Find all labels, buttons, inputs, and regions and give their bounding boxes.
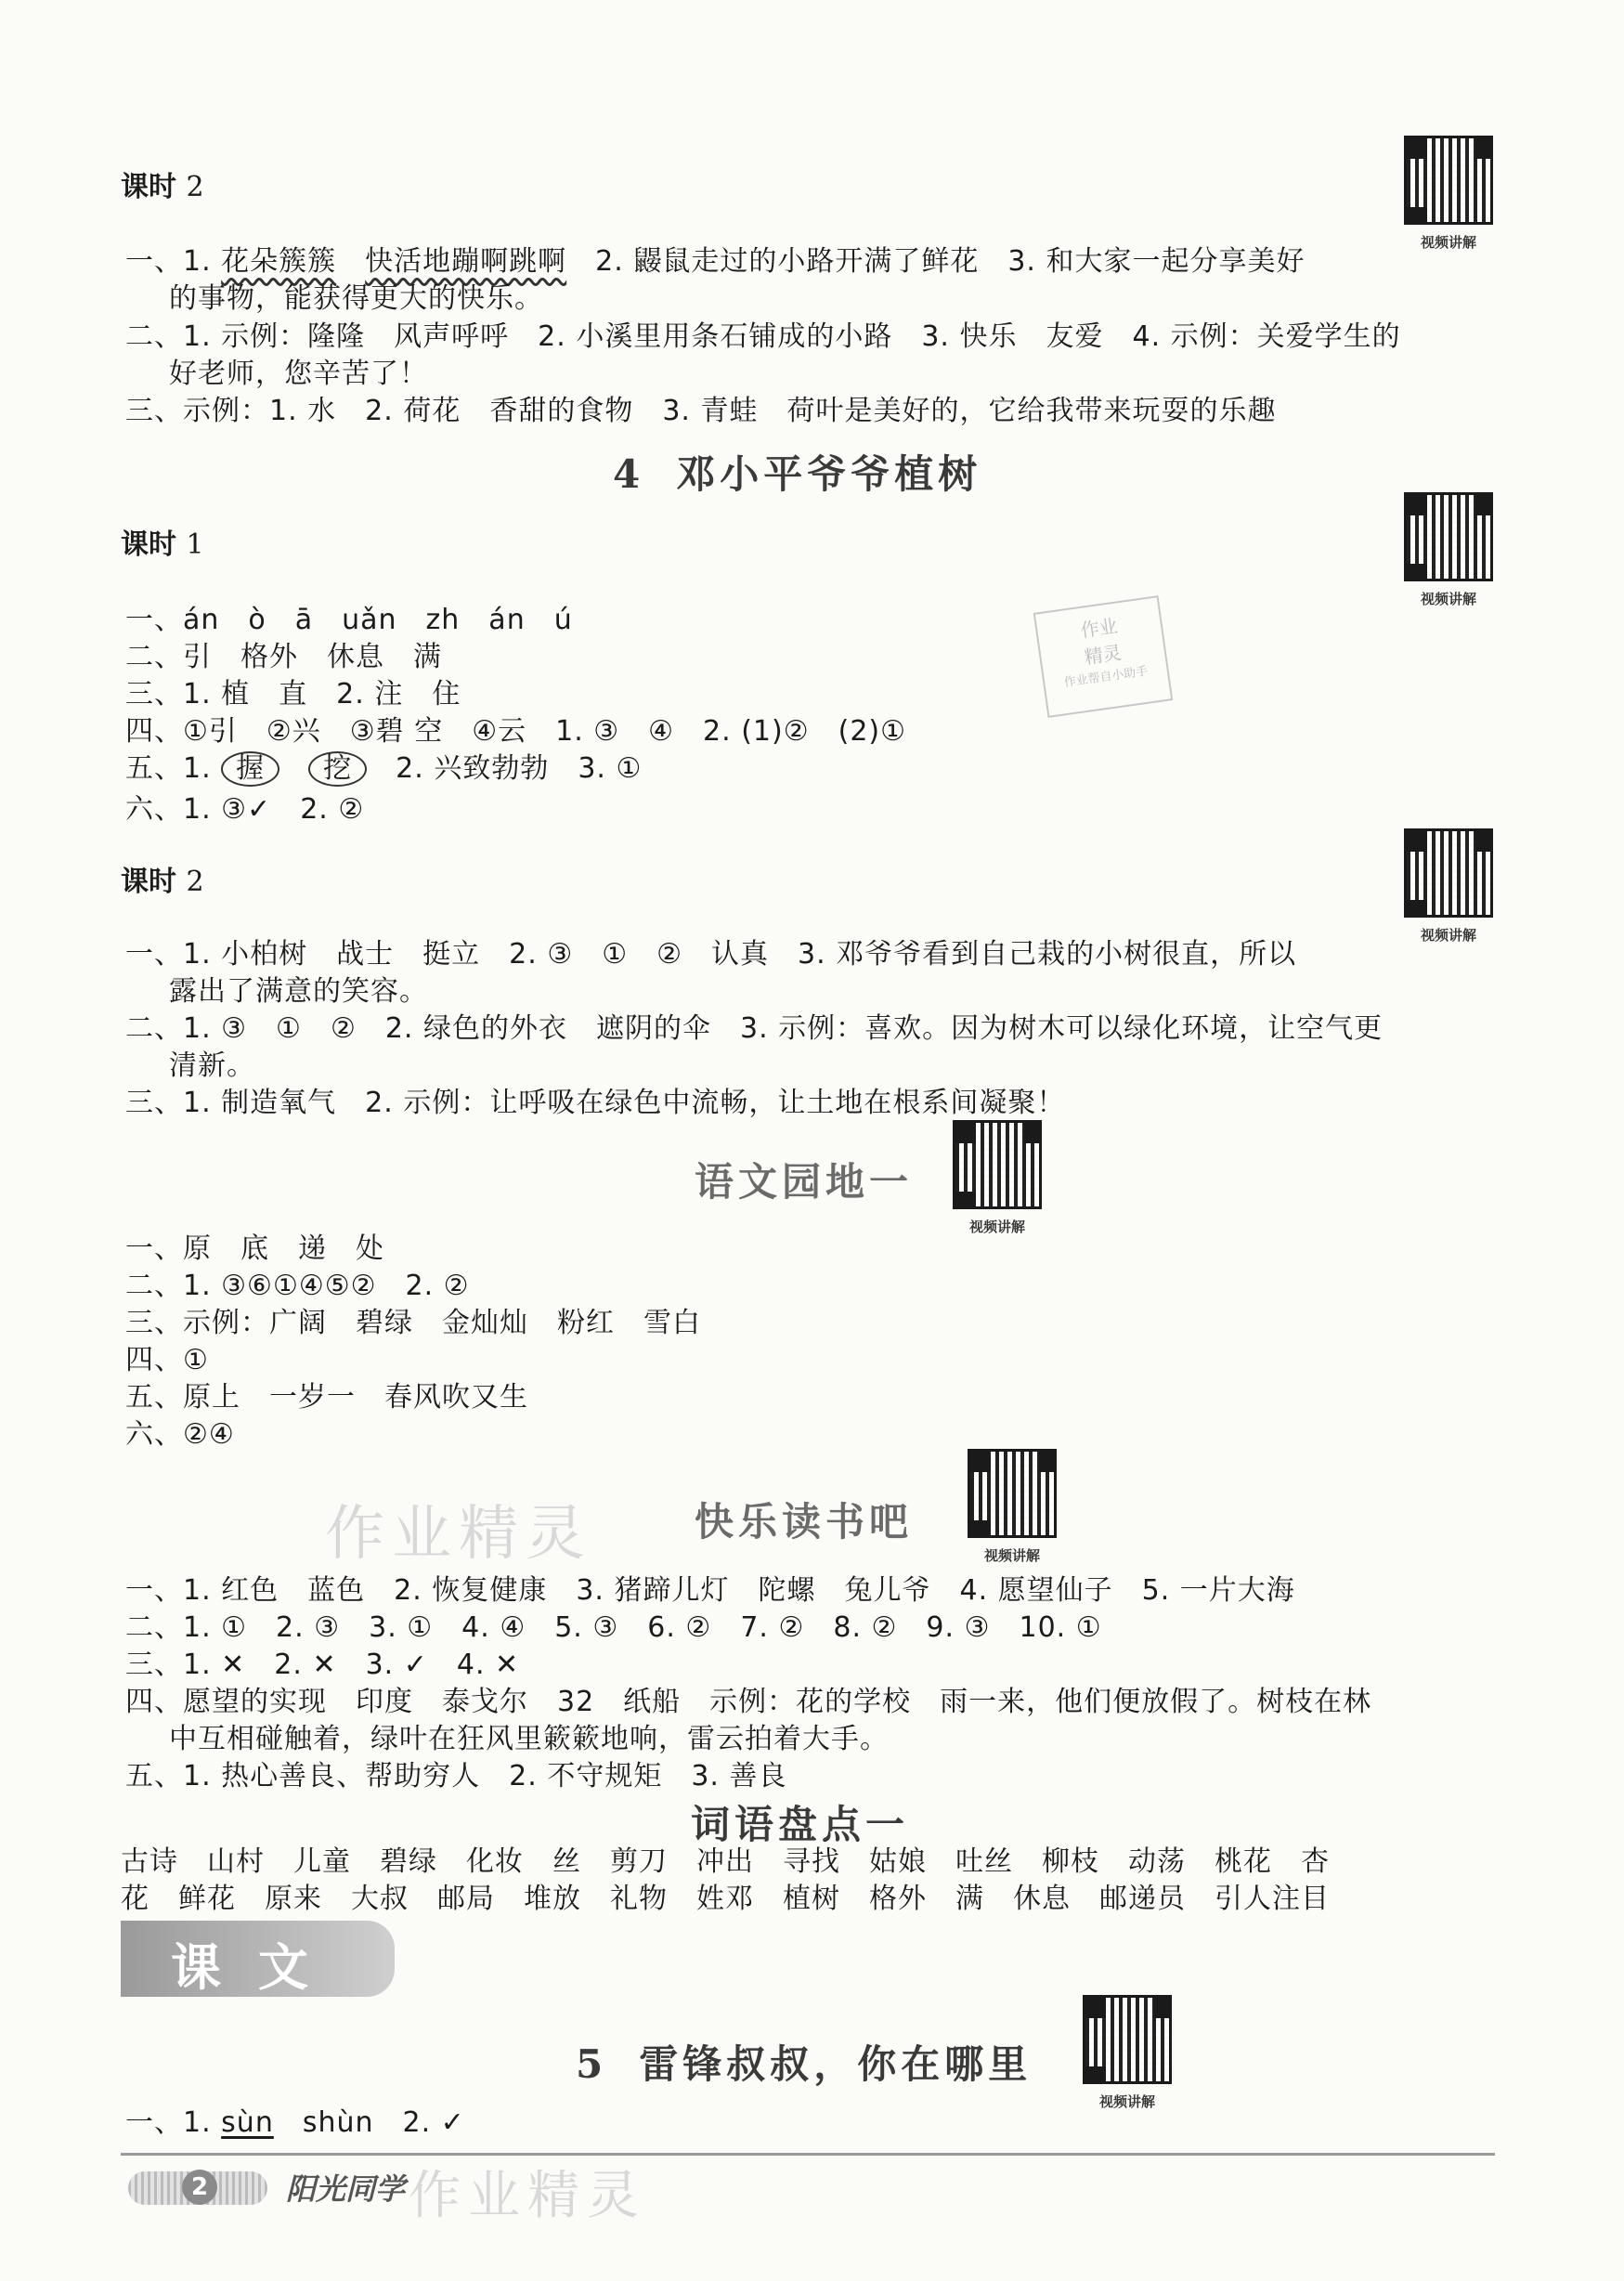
answer-line: 二、1. ③⑥①④⑤② 2. ②	[125, 1270, 470, 1302]
section-title: 词语盘点一	[691, 1802, 910, 1847]
footer-divider	[121, 2153, 1495, 2156]
answer-line: 三、1. 制造氧气 2. 示例：让呼吸在绿色中流畅，让土地在根系间凝聚！	[125, 1087, 1066, 1119]
qr-caption: 视频讲解	[968, 1219, 1025, 1235]
circled-answer: 握	[221, 751, 279, 787]
answer-line: 一、1. 小柏树 战士 挺立 2. ③ ① ② 认真 3. 邓爷爷看到自己栽的小树很直，所以	[125, 938, 1297, 971]
answer-line: 的事物，能获得更大的快乐。	[169, 282, 543, 315]
answer-line: 五、1. 热心善良、帮助穷人 2. 不守规矩 3. 善良	[125, 1760, 787, 1792]
answer-line: 六、②④	[125, 1418, 235, 1451]
stamp-logo: 作业 精灵 作业帮自小助手	[1033, 595, 1174, 718]
qr-code-icon[interactable]	[1404, 492, 1493, 581]
qr-caption: 视频讲解	[983, 1547, 1040, 1564]
lesson3-period2-heading: 课时 2	[121, 171, 204, 203]
answer-line: 二、1. 示例：隆隆 风声呼呼 2. 小溪里用条石铺成的小路 3. 快乐 友爱 4. 示例：关爱学生的	[125, 320, 1401, 353]
answer-line: 一、1. sùn shùn 2. ✓	[125, 2106, 465, 2139]
answer-line: 五、1. 握 挖 2. 兴致勃勃 3. ①	[125, 752, 643, 785]
qr-code-icon[interactable]	[1083, 1995, 1172, 2084]
section-title: 快乐读书吧	[695, 1499, 914, 1545]
answer-line: 露出了满意的笑容。	[169, 975, 428, 1008]
word-list-line: 古诗 山村 儿童 碧绿 化妆 丝 剪刀 冲出 寻找 姑娘 吐丝 柳枝 动荡 桃花 杏	[121, 1845, 1330, 1878]
watermark: 作业精灵	[325, 1500, 592, 1569]
answer-line: 三、1. ✕ 2. ✕ 3. ✓ 4. ✕	[125, 1649, 520, 1681]
unit-banner: 课文	[121, 1921, 395, 1997]
qr-caption: 视频讲解	[1420, 234, 1476, 251]
answer-line: 清新。	[169, 1049, 255, 1082]
lesson-title: 4 邓小平爷爷植树	[613, 451, 982, 497]
qr-caption: 视频讲解	[1420, 927, 1476, 944]
qr-code-icon[interactable]	[953, 1120, 1042, 1209]
word-list-line: 花 鲜花 原来 大叔 邮局 堆放 礼物 姓邓 植树 格外 满 休息 邮递员 引人注目	[121, 1883, 1330, 1915]
qr-caption: 视频讲解	[1420, 591, 1476, 607]
qr-code-icon[interactable]	[1404, 136, 1493, 225]
section-title: 语文园地一	[695, 1159, 914, 1205]
answer-line: 四、①	[125, 1344, 209, 1376]
lesson-title: 5 雷锋叔叔，你在哪里	[576, 2041, 1033, 2087]
answer-line: 六、1. ③✓ 2. ②	[125, 793, 365, 826]
answer-line: 三、1. 植 直 2. 注 住	[125, 678, 461, 710]
answer-line: 五、原上 一岁一 春风吹又生	[125, 1381, 528, 1414]
answer-line: 一、1. 花朵簇簇 快活地蹦啊跳啊 2. 鼹鼠走过的小路开满了鲜花 3. 和大家一起分享美好	[125, 245, 1306, 278]
brand-logo: 阳光同学	[286, 2171, 406, 2207]
answer-line: 四、①引 ②兴 ③碧 空 ④云 1. ③ ④ 2. (1)② (2)①	[125, 715, 907, 748]
answer-line: 一、án ò ā uǎn zh án ú	[125, 604, 573, 636]
answer-line: 一、原 底 递 处	[125, 1232, 384, 1265]
answer-line: 三、示例：1. 水 2. 荷花 香甜的食物 3. 青蛙 荷叶是美好的，它给我带来玩耍的乐趣	[125, 395, 1277, 427]
qr-caption: 视频讲解	[1098, 2093, 1155, 2110]
qr-code-icon[interactable]	[968, 1449, 1057, 1538]
answer-line: 中互相碰触着，绿叶在狂风里簌簌地响，雷云拍着大手。	[169, 1723, 889, 1755]
answer-line: 二、1. ③ ① ② 2. 绿色的外衣 遮阴的伞 3. 示例：喜欢。因为树木可以绿化环境，让空气更	[125, 1012, 1384, 1045]
circled-answer: 挖	[308, 751, 367, 787]
answer-line: 四、愿望的实现 印度 泰戈尔 32 纸船 示例：花的学校 雨一来，他们便放假了。树枝在林	[125, 1686, 1372, 1718]
page-number: 2	[182, 2170, 217, 2205]
watermark: 作业精灵	[409, 2166, 646, 2226]
lesson4-period1-heading: 课时 1	[121, 528, 204, 561]
answer-line: 二、1. ① 2. ③ 3. ① 4. ④ 5. ③ 6. ② 7. ② 8. ② 9. ③ 10. ①	[125, 1611, 1102, 1644]
qr-code-icon[interactable]	[1404, 828, 1493, 918]
lesson4-period2-heading: 课时 2	[121, 866, 204, 898]
answer-line: 三、示例：广阔 碧绿 金灿灿 粉红 雪白	[125, 1307, 701, 1339]
answer-line: 一、1. 红色 蓝色 2. 恢复健康 3. 猪蹄儿灯 陀螺 兔儿爷 4. 愿望仙子 5. 一片大海	[125, 1574, 1295, 1607]
answer-line: 二、引 格外 休息 满	[125, 641, 442, 673]
answer-line: 好老师，您辛苦了！	[169, 358, 428, 390]
